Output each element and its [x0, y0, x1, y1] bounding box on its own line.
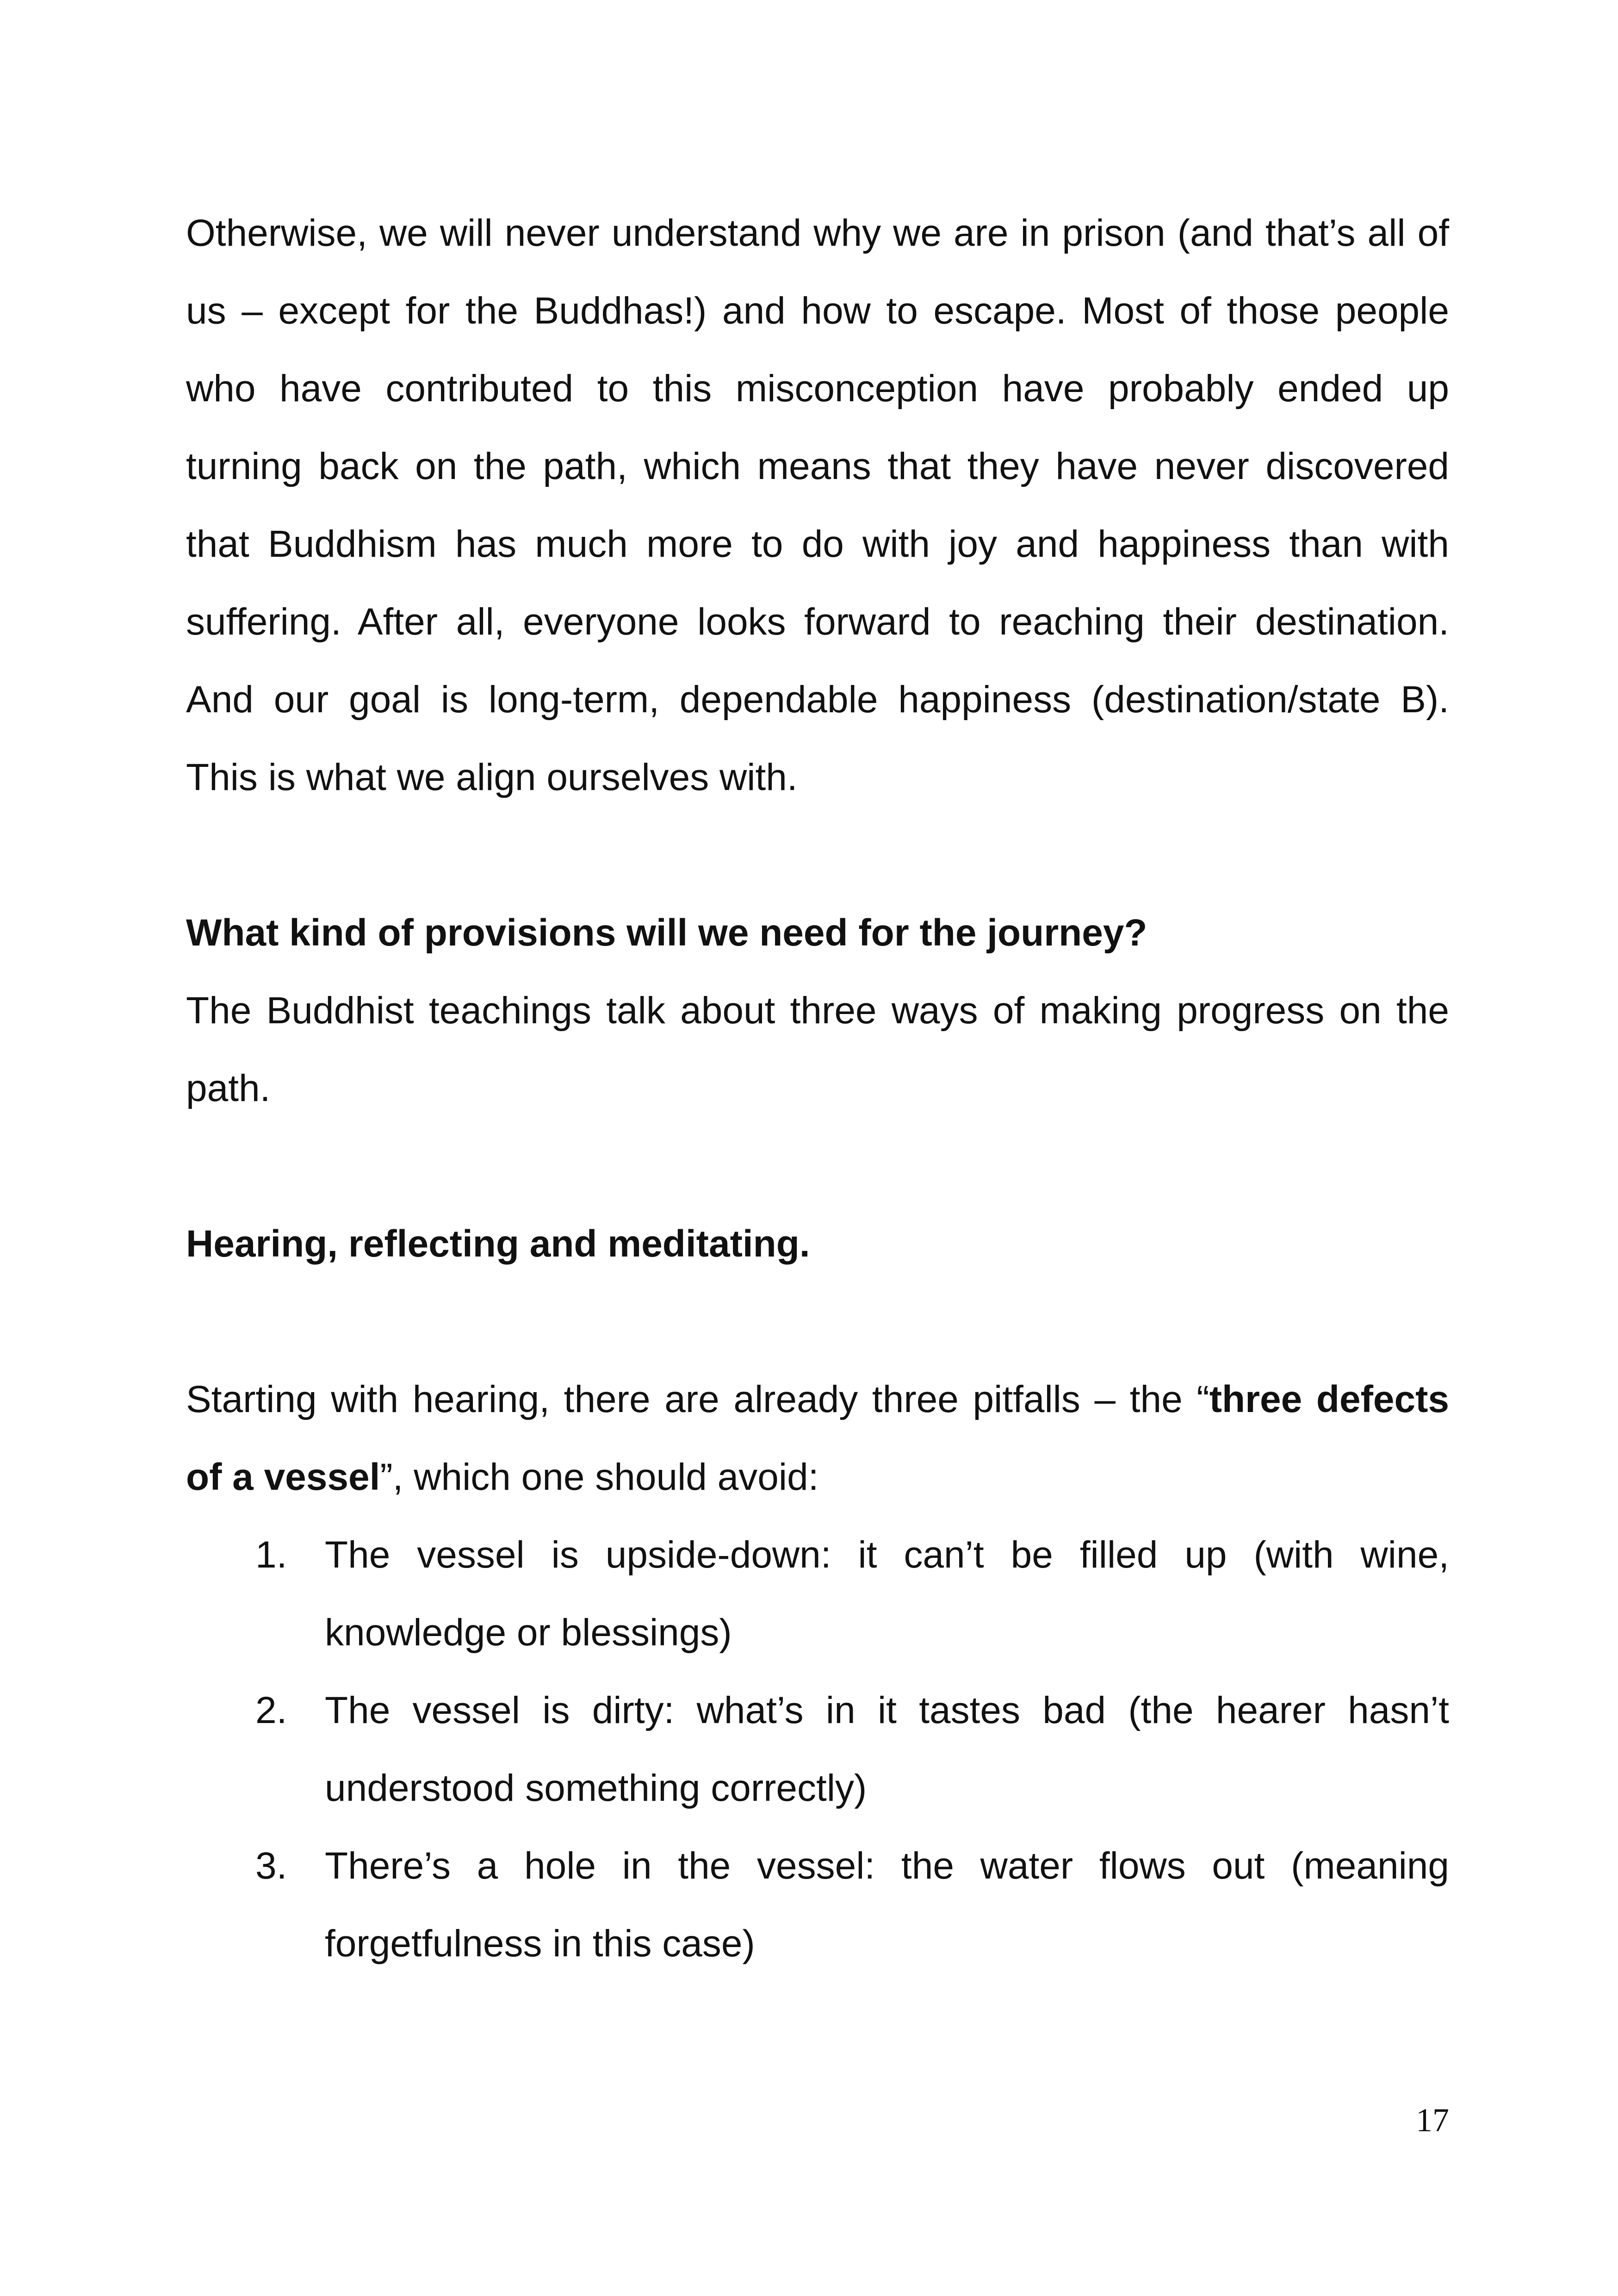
hearing-text-before: Starting with hearing, there are already three pitfalls – the “: [186, 1378, 1209, 1420]
list-item-number: 2.: [255, 1689, 287, 1731]
provisions-paragraph: The Buddhist teachings talk about three ways of making progress on the path.: [186, 989, 1449, 1109]
provisions-heading: What kind of provisions will we need for the journey?: [186, 912, 1147, 954]
page-body: [186, 194, 1449, 1983]
page-number: 17: [1416, 2102, 1449, 2139]
list-item: [186, 1827, 1449, 1983]
list-item: [186, 1516, 1449, 1672]
spacer: [186, 1127, 1449, 1205]
intro-paragraph: Otherwise, we will never understand why we are in prison (and that’s all of us – except for the Buddhas!) and how to escape. Most of those people who have contributed to this misconception have probably ended up turning back on the path, which means that they have never discovered that Buddhism has much more to do with joy and happiness than with suffering. After all, everyone looks forward to reaching their destination. And our goal is long-term, dependable happiness (destination/state B). This is what we align ourselves with.: [186, 212, 1449, 798]
defects-list: [186, 1516, 1449, 1983]
list-item-number: 1.: [255, 1534, 287, 1576]
list-item-text: The vessel is upside-down: it can’t be filled up (with wine, knowledge or blessings): [325, 1534, 1449, 1654]
spacer: [186, 816, 1449, 894]
hearing-text-bold: three defects of a vessel: [186, 1378, 1449, 1498]
spacer: [186, 1283, 1449, 1361]
list-item-text: There’s a hole in the vessel: the water flows out (meaning forgetfulness in this case): [325, 1845, 1449, 1965]
list-item: [186, 1672, 1449, 1827]
hearing-text-after: ”, which one should avoid:: [380, 1456, 819, 1498]
hearing-paragraph: [186, 1361, 1449, 1516]
hearing-heading: Hearing, reflecting and meditating.: [186, 1223, 810, 1265]
list-item-number: 3.: [255, 1845, 287, 1887]
list-item-text: The vessel is dirty: what’s in it tastes bad (the hearer hasn’t understood something correctly): [325, 1689, 1449, 1809]
